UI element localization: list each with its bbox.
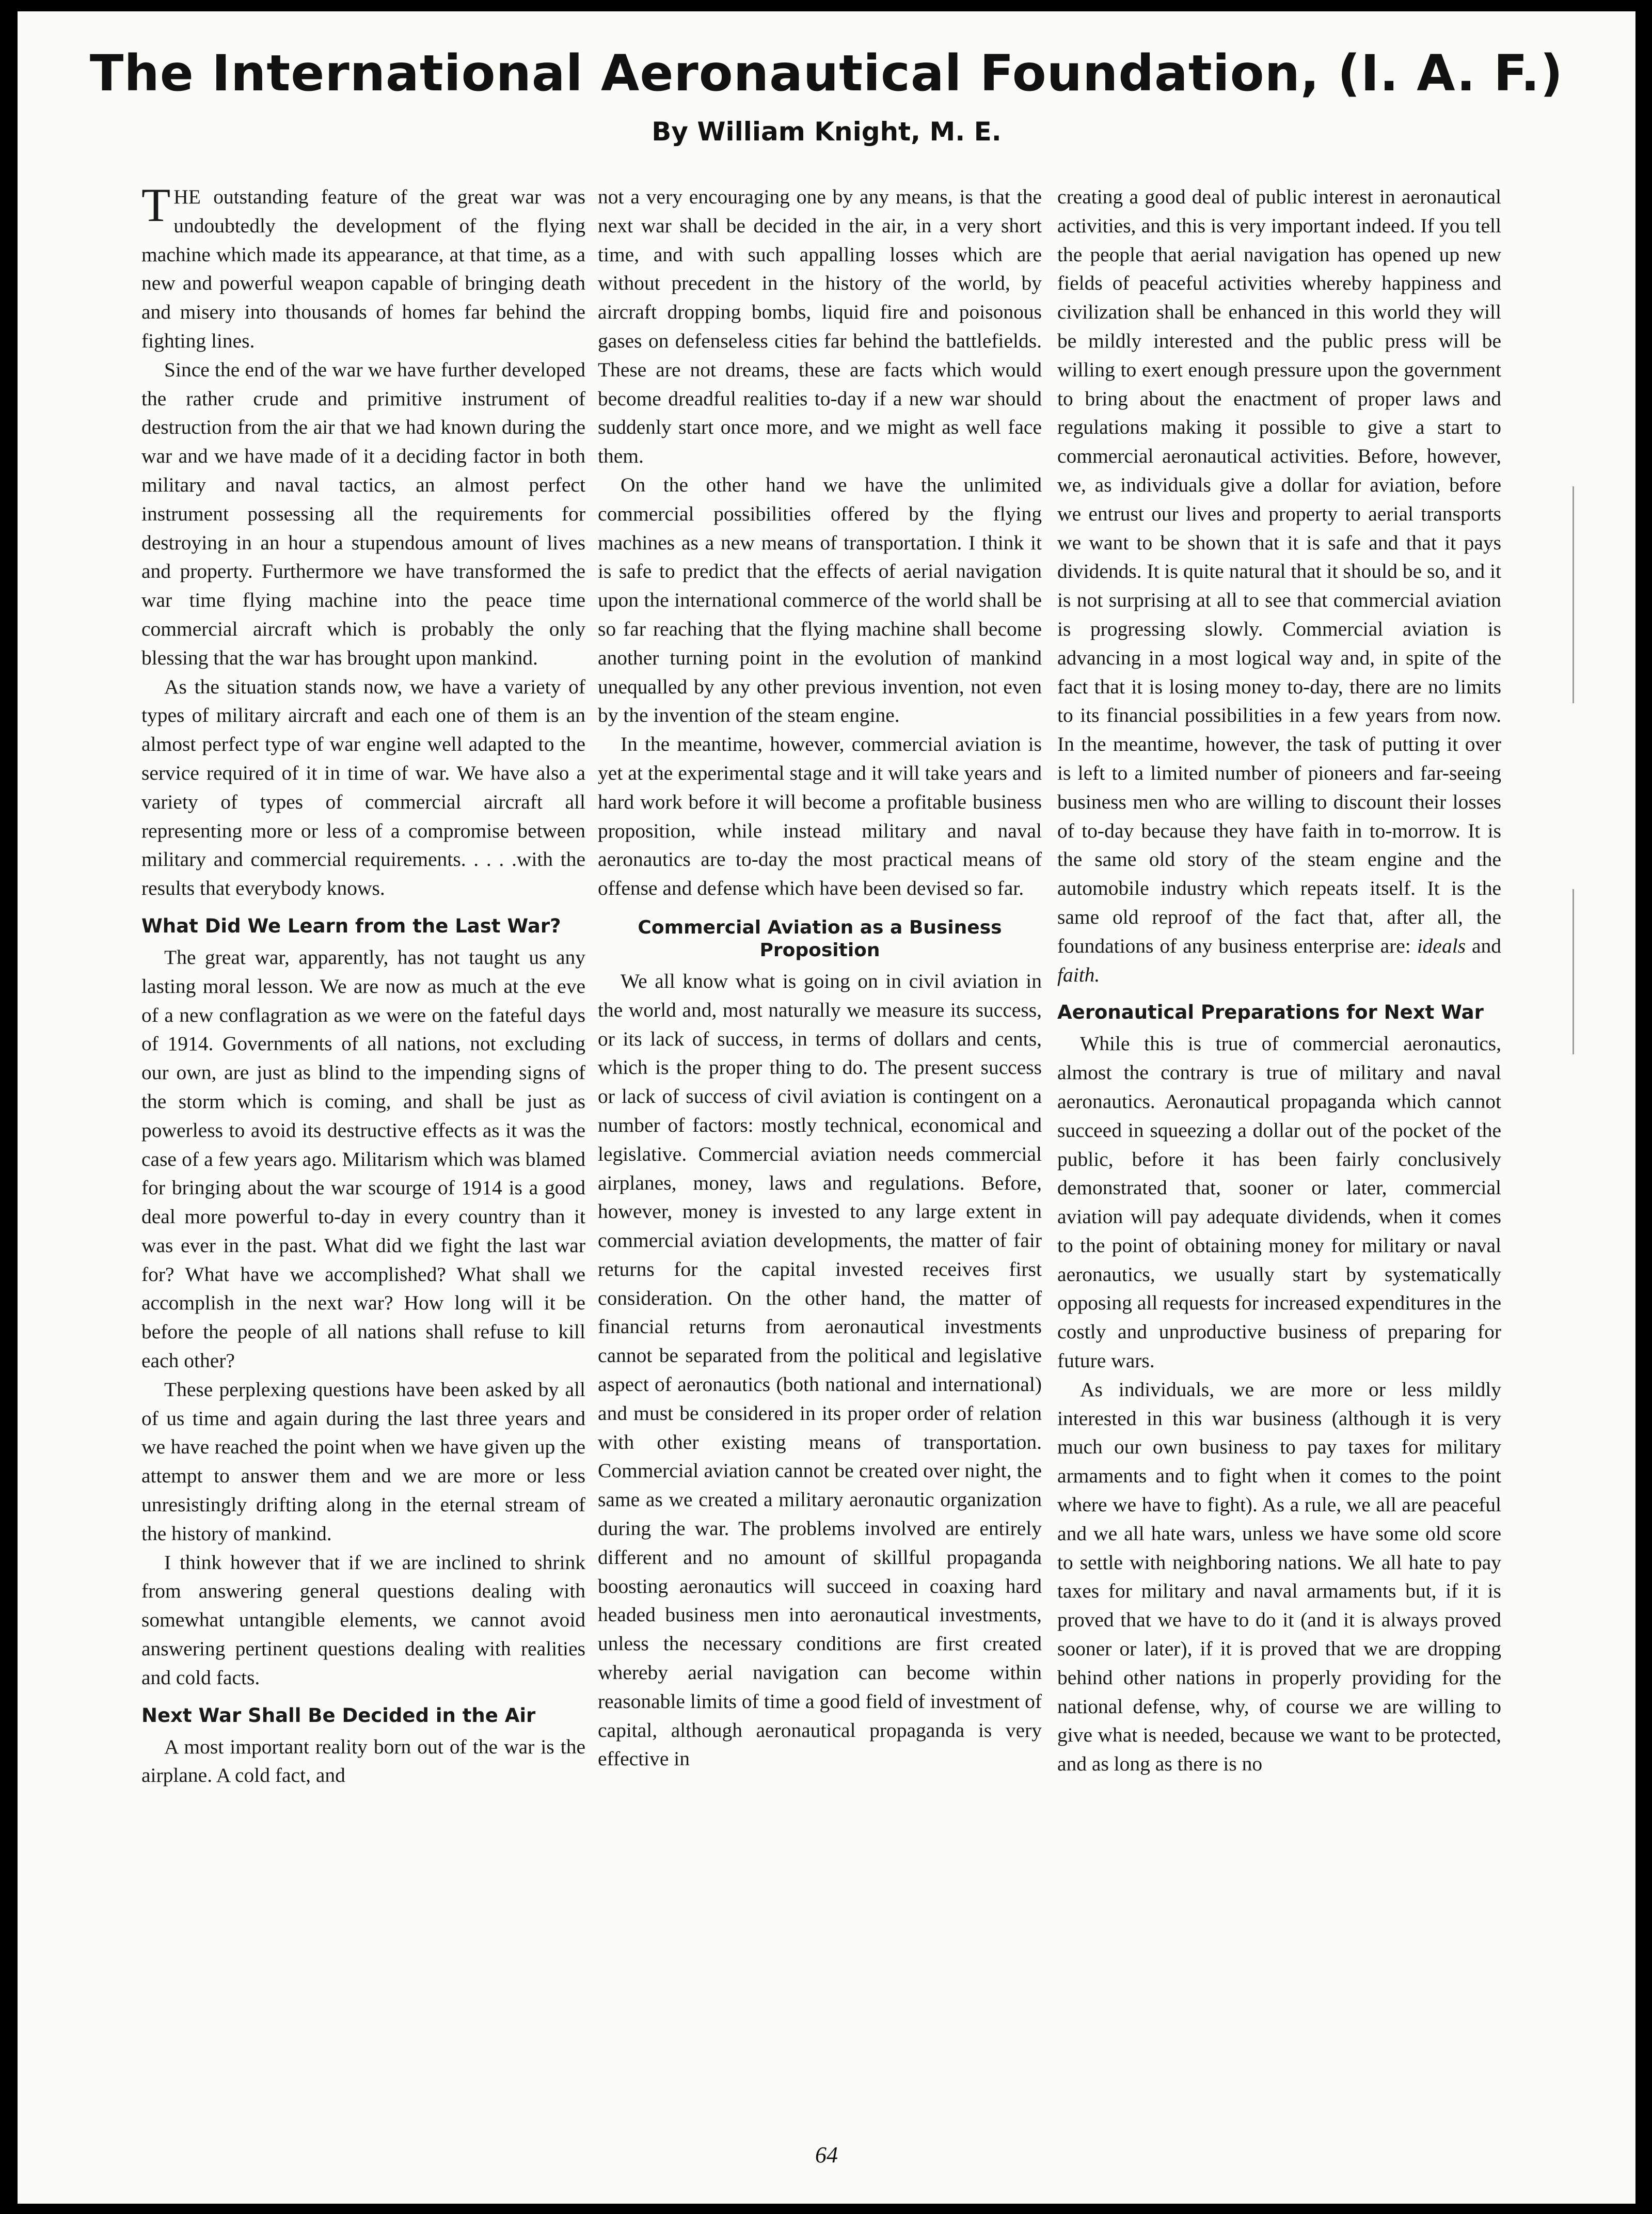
paragraph: A most important reality born out of the war is the airplane. A cold fact, and — [141, 1735, 585, 1787]
paragraph: In the meantime, however, commercial aviation is yet at the experimental stage and it will take years and hard work before it will become a profitable business proposition, while instead military and naval aeronautics are to-day the most practical means of offense and defense which have been devised so far. — [598, 733, 1042, 900]
section-heading: Next War Shall Be Decided in the Air — [141, 1704, 536, 1727]
paragraph: These perplexing questions have been asked by all of us time and again during the last three years and we have reached the point when we have given up the attempt to answer them and we are more or less unresistingly drifting along in the eternal stream of the history of mankind. — [141, 1378, 585, 1545]
margin-mark — [1572, 486, 1574, 703]
section-heading: Aeronautical Preparations for Next War — [1057, 1001, 1484, 1024]
text-column-3 — [1057, 183, 1501, 2114]
page-number: 64 — [815, 2142, 838, 2168]
article-byline: By William Knight, M. E. — [652, 117, 1002, 147]
paragraph: While this is true of commercial aeronautics, almost the contrary is true of military and naval aeronautics. Aeronautical propaganda which cannot succeed in squeezing a dollar out of the pocket of the public, before it has been fairly conclusively demonstrated that, sooner or later, commercial aviation will pay adequate dividends, when it comes to the point of obtaining money for military or naval aeronautics, we usually start by systematically opposing all requests for increased expenditures in the costly and unproductive business of preparing for future wars. — [1057, 1032, 1501, 1372]
text-column-1 — [141, 179, 585, 2114]
paragraph: Since the end of the war we have further developed the rather crude and primitive instrument of destruction from the air that we had known during the war and we have made of it a deciding factor in both military and naval tactics, an almost perfect instrument possessing all the requirements for destroying in an hour a stupendous amount of lives and property. Furthermore we have transformed the war time flying machine into the peace time commercial aircraft which is probably the only blessing that the war has brought upon mankind. — [141, 358, 585, 669]
paragraph: We all know what is going on in civil aviation in the world and, most naturally we measure its success, or its lack of success, in terms of dollars and cents, which is the proper thing to do. The present success or lack of success of civil aviation is contingent on a number of factors: mostly technical, economical and legislative. Commercial aviation needs commercial airplanes, money, laws and regulations. Before, however, money is invested to any large extent in commercial aviation developments, the matter of fair returns for the capital invested receives first consideration. On the other hand, the matter of financial returns from aeronautical investments cannot be separated from the political and legislative aspect of aeronautics (both national and international) and must be considered in its proper order of relation with other existing means of transportation. Commercial aviation cannot be created over night, the same as we created a military aeronautic organization during the war. The problems involved are entirely different and no amount of skillful propaganda boosting aeronautics will succeed in coaxing hard headed business men into aeronautical investments, unless the necessary conditions are first created whereby aerial navigation can become within reasonable limits of time a good field of investment of capital, although aeronautical propaganda is very effective in — [598, 969, 1042, 1770]
paragraph: The great war, apparently, has not taught us any lasting moral lesson. We are now as much at the eve of a new conflagration as we were on the fateful days of 1914. Governments of all nations, not excluding our own, are just as blind to the impending signs of the storm which is coming, and shall be just as powerless to avoid its destructive effects as it was the case of a few years ago. Militarism which was blamed for bringing about the war scourge of 1914 is a good deal more powerful to-day in every country than it was ever in the past. What did we fight the last war for? What have we accomplished? What shall we accomplish in the next war? How long will it be before the people of all nations shall refuse to kill each other? — [141, 945, 585, 1372]
paragraph: I think however that if we are inclined to shrink from answering general questions dealing with somewhat untangible elements, we cannot avoid answering pertinent questions dealing with realities and cold facts. — [141, 1551, 585, 1689]
article-title: The International Aeronautical Foundation, (I. A. F.) — [89, 44, 1564, 102]
text-column-2 — [598, 183, 1042, 2114]
paragraph: As individuals, we are more or less mildly interested in this war business (although it is very much our own business to pay taxes for military armaments and to fight when it comes to the point where we have to fight). As a rule, we all are peaceful and we all hate wars, unless we have some old score to settle with neighboring nations. We all hate to pay taxes for military and naval armaments but, if it is proved that we have to do it (and it is always proved sooner or later), if it is proved that we are dropping behind other nations in properly providing for the national defense, why, of course we are willing to give what is needed, because we want to be protected, and as long as there is no — [1057, 1378, 1501, 1776]
section-heading: What Did We Learn from the Last War? — [141, 914, 561, 937]
margin-mark — [1572, 889, 1574, 1054]
section-heading: Commercial Aviation as a Business Proposition — [638, 916, 1002, 961]
paragraph: THE outstanding feature of the great war was undoubtedly the development of the flying machine which made its appearance, at that time, as a new and powerful weapon capable of bringing death and misery into thousands of homes far behind the fighting lines. — [141, 179, 585, 352]
drop-cap: T — [141, 179, 171, 231]
paragraph: On the other hand we have the unlimited commercial possibilities offered by the flying machines as a new means of transportation. I think it is safe to predict that the effects of aerial navigation upon the international commerce of the world shall be so far reaching that the flying machine shall become another turning point in the evolution of mankind unequalled by any other previous invention, not even by the invention of the steam engine. — [598, 473, 1042, 727]
paragraph: not a very encouraging one by any means, is that the next war shall be decided in the air, in a very short time, and with such appalling losses which are without precedent in the history of the world, by aircraft dropping bombs, liquid fire and poisonous gases on defenseless cities far behind the battlefields. These are not dreams, these are facts which would become dreadful realities to-day if a new war should suddenly start once more, and we might as well face them. — [598, 185, 1042, 468]
paragraph: creating a good deal of public interest in aeronautical activities, and this is very important indeed. If you tell the people that aerial navigation has opened up new fields of peaceful activities whereby happiness and civilization shall be enhanced in this world they will be mildly interested and the public press will be willing to exert enough pressure upon the government to bring about the enactment of proper laws and regulations making it possible to give a start to commercial aeronautical activities. Before, however, we, as individuals give a dollar for aviation, before we entrust our lives and property to aerial transports we want to be shown that it is safe and that it pays dividends. It is quite natural that it should be so, and it is not surprising at all to see that commercial aviation is progressing slowly. Commercial aviation is advancing in a most logical way and, in spite of the fact that it is losing money to-day, there are no limits to its financial possibilities in a few years from now. In the meantime, however, the task of putting it over is left to a limited number of pioneers and far-seeing business men who are willing to discount their losses of to-day because they have faith in to-morrow. It is the same old story of the steam engine and the automobile industry which repeats itself. It is the same old reproof of the fact that, after all, the foundations of any business enterprise are: ideals and faith. — [1057, 185, 1502, 986]
magazine-page — [18, 11, 1635, 2204]
paragraph: As the situation stands now, we have a variety of types of military aircraft and each one of them is an almost perfect type of war engine well adapted to the service required of it in time of war. We have also a variety of types of commercial aircraft all representing more or less of a compromise between military and commercial requirements. . . . .with the results that everybody knows. — [141, 675, 585, 900]
